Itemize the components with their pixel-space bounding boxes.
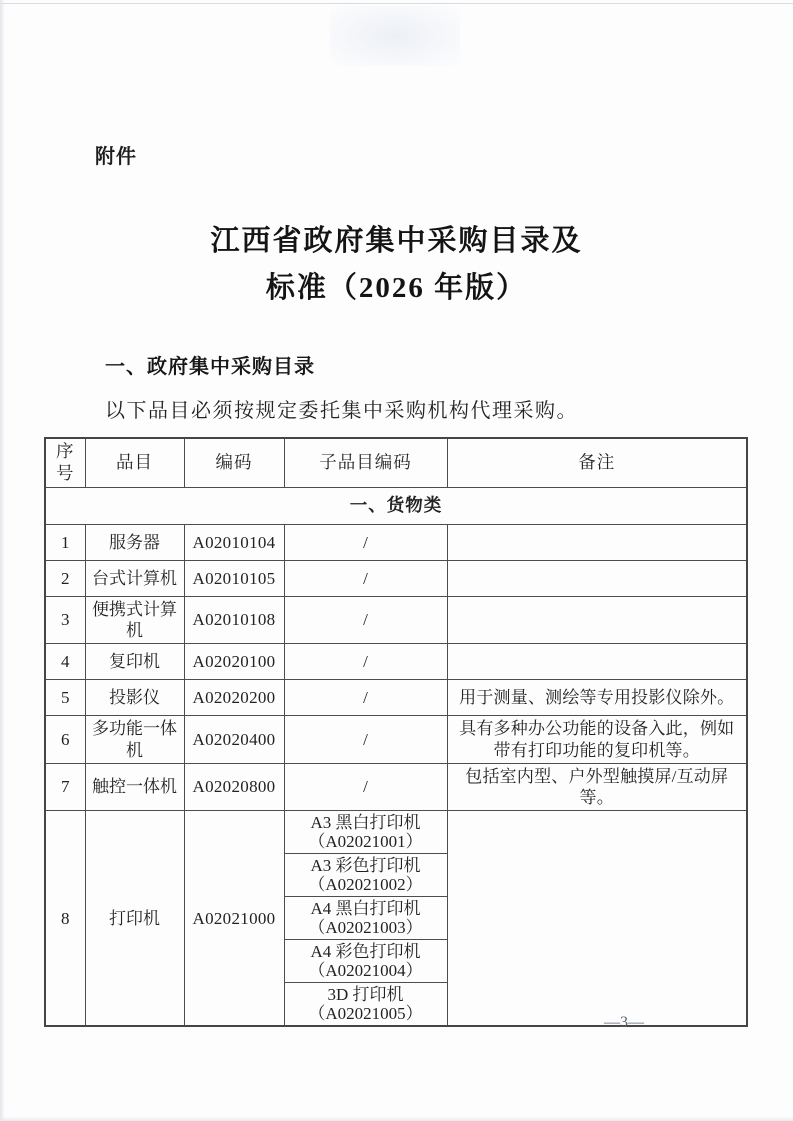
cell-item: 便携式计算机 bbox=[85, 596, 184, 644]
cell-remark bbox=[447, 596, 747, 644]
cell-code: A02020400 bbox=[184, 716, 284, 764]
cell-item: 台式计算机 bbox=[85, 560, 184, 596]
cell-no: 4 bbox=[45, 644, 85, 680]
category-row bbox=[45, 487, 747, 524]
attachment-label: 附件 bbox=[95, 146, 137, 168]
cell-no: 3 bbox=[45, 596, 85, 644]
table-row bbox=[45, 763, 747, 811]
cell-subcode: / bbox=[284, 644, 447, 680]
section-heading: 一、政府集中采购目录 bbox=[105, 356, 315, 378]
cell-no: 7 bbox=[45, 763, 85, 811]
cell-subcode: / bbox=[284, 560, 447, 596]
cell-code: A02020200 bbox=[184, 680, 284, 716]
cell-item: 多功能一体机 bbox=[85, 716, 184, 764]
cell-item: 复印机 bbox=[85, 644, 184, 680]
intro-paragraph: 以下品目必须按规定委托集中采购机构代理采购。 bbox=[105, 400, 578, 422]
table-header-row bbox=[45, 438, 747, 487]
subitem-label: 3D 打印机 bbox=[327, 985, 404, 1005]
cell-remark: 具有多种办公功能的设备入此，例如带有打印功能的复印机等。 bbox=[447, 716, 747, 764]
subitem-label: A4 黑白打印机 bbox=[310, 899, 421, 919]
catalog-table-body bbox=[45, 438, 747, 1026]
cell-code: A02010105 bbox=[184, 560, 284, 596]
cell-subcode: / bbox=[284, 680, 447, 716]
cell-remark bbox=[447, 644, 747, 680]
table-row bbox=[45, 524, 747, 560]
subitem-label: A4 彩色打印机 bbox=[310, 942, 421, 962]
cell-subitem bbox=[284, 811, 447, 854]
cell-code: A02021000 bbox=[184, 811, 284, 1027]
subitem-label: A3 彩色打印机 bbox=[310, 856, 421, 876]
table-row bbox=[45, 680, 747, 716]
column-header-1: 品目 bbox=[85, 438, 184, 487]
column-header-4: 备注 bbox=[447, 438, 747, 487]
cell-no: 5 bbox=[45, 680, 85, 716]
cell-item: 触控一体机 bbox=[85, 763, 184, 811]
category-row-label: 一、货物类 bbox=[45, 487, 747, 524]
subitem-code: （A02021003） bbox=[308, 918, 423, 938]
scan-artifact-shade bbox=[330, 6, 460, 66]
subitem-code: （A02021002） bbox=[308, 875, 423, 895]
column-header-2: 编码 bbox=[184, 438, 284, 487]
cell-item: 投影仪 bbox=[85, 680, 184, 716]
table-sub-row bbox=[45, 811, 747, 854]
cell-subcode: / bbox=[284, 596, 447, 644]
column-header-3: 子品目编码 bbox=[284, 438, 447, 487]
subitem-code: （A02021001） bbox=[308, 832, 423, 852]
cell-code: A02020100 bbox=[184, 644, 284, 680]
cell-item: 服务器 bbox=[85, 524, 184, 560]
cell-subitem bbox=[284, 983, 447, 1027]
cell-remark: 用于测量、测绘等专用投影仪除外。 bbox=[447, 680, 747, 716]
cell-code: A02010104 bbox=[184, 524, 284, 560]
cell-subcode: / bbox=[284, 524, 447, 560]
cell-subcode: / bbox=[284, 763, 447, 811]
cell-remark bbox=[447, 560, 747, 596]
cell-item: 打印机 bbox=[85, 811, 184, 1027]
cell-code: A02020800 bbox=[184, 763, 284, 811]
scan-artifact-bottom bbox=[0, 1117, 793, 1121]
cell-no: 1 bbox=[45, 524, 85, 560]
cell-remark bbox=[447, 811, 747, 1027]
cell-code: A02010108 bbox=[184, 596, 284, 644]
cell-subitem bbox=[284, 854, 447, 897]
cell-remark bbox=[447, 524, 747, 560]
document-title-line-2: 标准（2026 年版） bbox=[265, 272, 528, 304]
document-title-line-1: 江西省政府集中采购目录及 bbox=[210, 225, 583, 257]
cell-no: 2 bbox=[45, 560, 85, 596]
cell-subcode: / bbox=[284, 716, 447, 764]
cell-no: 6 bbox=[45, 716, 85, 764]
subitem-code: （A02021005） bbox=[308, 1004, 423, 1024]
cell-no: 8 bbox=[45, 811, 85, 1027]
page-number: —3— bbox=[604, 1014, 644, 1031]
column-header-0: 序号 bbox=[45, 438, 85, 487]
cell-subitem bbox=[284, 940, 447, 983]
document-title bbox=[0, 218, 793, 312]
subitem-code: （A02021004） bbox=[308, 961, 423, 981]
cell-remark: 包括室内型、户外型触摸屏/互动屏等。 bbox=[447, 763, 747, 811]
cell-subitem bbox=[284, 897, 447, 940]
scan-artifact-top bbox=[0, 3, 793, 4]
table-row bbox=[45, 596, 747, 644]
subitem-label: A3 黑白打印机 bbox=[310, 813, 421, 833]
table-row bbox=[45, 644, 747, 680]
table-row bbox=[45, 560, 747, 596]
catalog-table bbox=[44, 437, 748, 1027]
scan-artifact-left bbox=[0, 0, 5, 1121]
table-row bbox=[45, 716, 747, 764]
